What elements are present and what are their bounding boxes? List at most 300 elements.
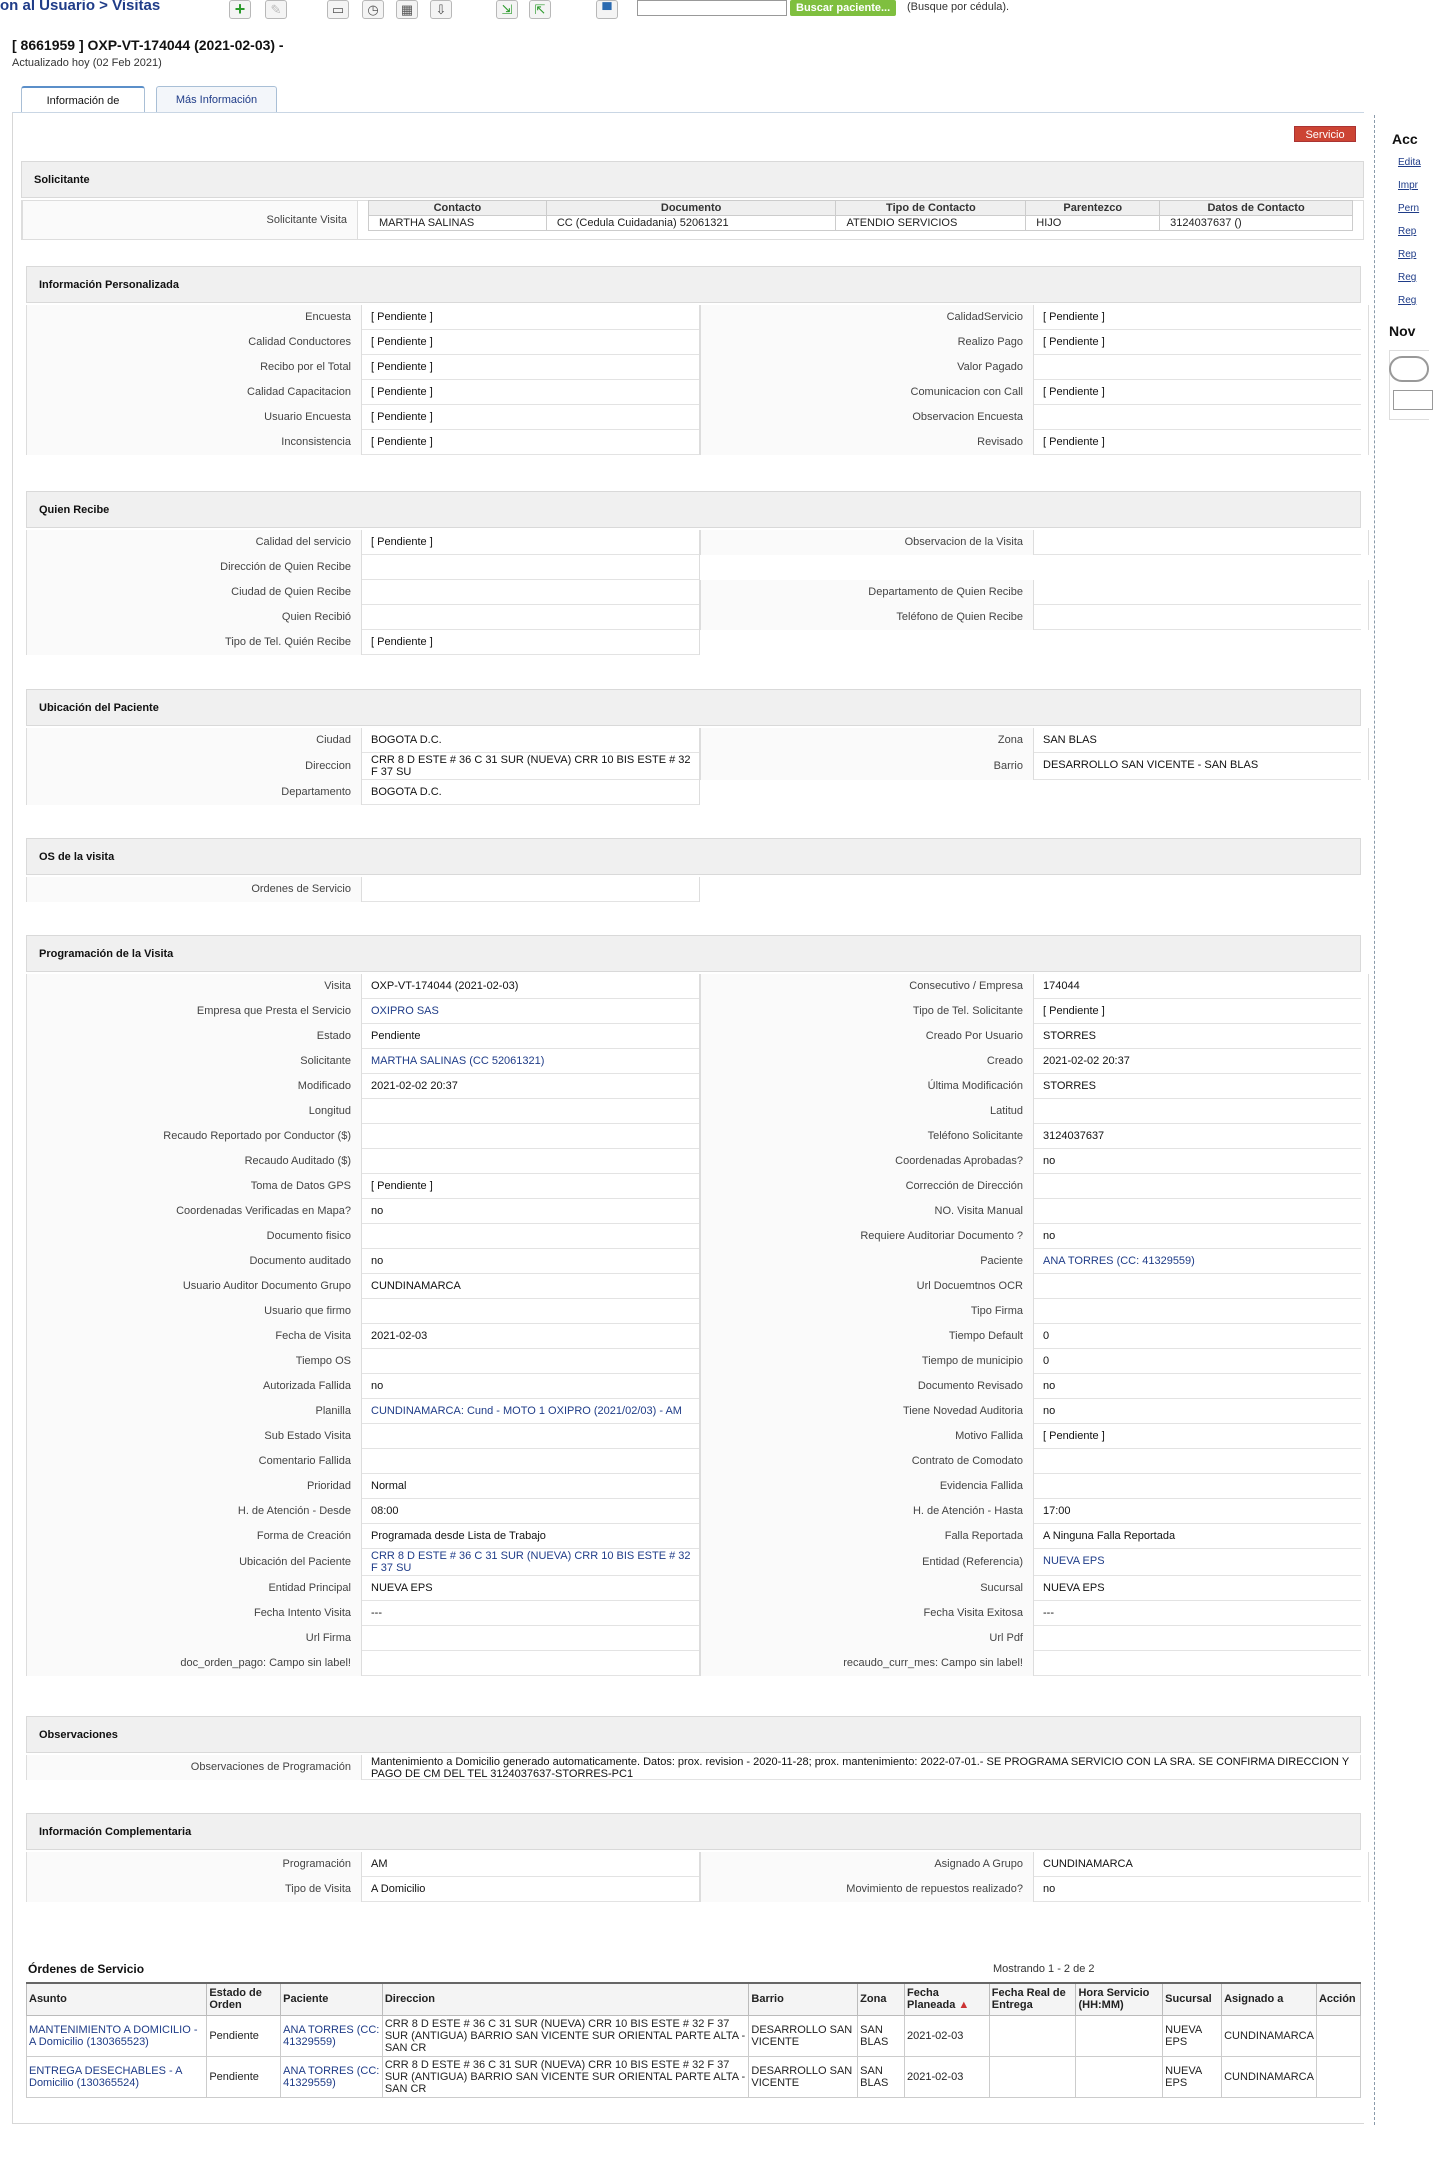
column-header: Documento bbox=[546, 201, 836, 216]
column-header-paciente[interactable]: Paciente bbox=[281, 1983, 383, 2015]
table-row[interactable] bbox=[27, 2056, 1361, 2097]
field-link[interactable]: NUEVA EPS bbox=[1043, 1555, 1105, 1567]
field-label: Solicitante Visita bbox=[22, 201, 358, 239]
sidebar-link-permissions[interactable]: Pern bbox=[1398, 203, 1420, 214]
sidebar-title: Acc bbox=[1392, 131, 1418, 147]
column-header-zona[interactable]: Zona bbox=[858, 1983, 905, 2015]
table-cell bbox=[1076, 2056, 1163, 2097]
field-value: BOGOTA D.C. bbox=[362, 780, 700, 805]
field-label: Tipo de Tel. Solicitante bbox=[700, 999, 1034, 1024]
column-header-fecha-planeada[interactable] bbox=[905, 1983, 990, 2015]
field-label: Barrio bbox=[700, 753, 1034, 780]
field-label: Coordenadas Aprobadas? bbox=[700, 1149, 1034, 1174]
field-value: 2021-02-02 20:37 bbox=[362, 1074, 700, 1099]
section-title: Ubicación del Paciente bbox=[26, 689, 1361, 726]
form-row bbox=[26, 1074, 1361, 1099]
monitor-icon[interactable]: ▀ bbox=[596, 0, 618, 19]
field-value[interactable] bbox=[362, 1049, 700, 1074]
field-label: Documento Revisado bbox=[700, 1374, 1034, 1399]
field-label: Autorizada Fallida bbox=[26, 1374, 362, 1399]
field-value: [ Pendiente ] bbox=[362, 430, 700, 455]
search-input[interactable] bbox=[637, 0, 787, 16]
field-value bbox=[362, 1651, 700, 1676]
table-cell[interactable] bbox=[27, 2015, 207, 2056]
field-value[interactable] bbox=[1034, 1549, 1369, 1576]
form-row bbox=[26, 1174, 1361, 1199]
field-label: Creado bbox=[700, 1049, 1034, 1074]
table-cell: NUEVA EPS bbox=[1163, 2015, 1222, 2056]
field-label: Empresa que Presta el Servicio bbox=[26, 999, 362, 1024]
column-header-sucursal[interactable]: Sucursal bbox=[1163, 1983, 1222, 2015]
field-label: Sucursal bbox=[700, 1576, 1034, 1601]
field-value: [ Pendiente ] bbox=[1034, 999, 1369, 1024]
field-value: Programada desde Lista de Trabajo bbox=[362, 1524, 700, 1549]
section-title: Programación de la Visita bbox=[26, 935, 1361, 972]
field-label: Encuesta bbox=[26, 305, 362, 330]
field-label: CalidadServicio bbox=[700, 305, 1034, 330]
field-value: Mantenimiento a Domicilio generado automaticamente. Datos: prox. revision - 2020-11-28; prox. mantenimiento: 2022-07-01.- SE PROGRAMA SERVICIO CON LA SRA. SE CONFIRMA DIRECCION Y PAGO DE CM DEL TEL 3124037637-STORRES-PC1 bbox=[362, 1755, 1361, 1780]
field-value bbox=[362, 1449, 700, 1474]
table-cell: Pendiente bbox=[207, 2056, 281, 2097]
field-value: no bbox=[1034, 1224, 1369, 1249]
form-row bbox=[26, 1199, 1361, 1224]
field-value: STORRES bbox=[1034, 1024, 1369, 1049]
form-row bbox=[26, 1877, 1361, 1902]
field-label: Ciudad bbox=[26, 728, 362, 753]
field-value: DESARROLLO SAN VICENTE - SAN BLAS bbox=[1034, 753, 1369, 780]
field-value bbox=[1034, 355, 1369, 380]
field-value[interactable] bbox=[362, 1399, 700, 1424]
form-row bbox=[26, 1049, 1361, 1074]
table-cell bbox=[989, 2056, 1076, 2097]
field-label: Usuario que firmo bbox=[26, 1299, 362, 1324]
table-cell bbox=[1316, 2015, 1360, 2056]
field-label: Contrato de Comodato bbox=[700, 1449, 1034, 1474]
column-header: Parentezco bbox=[1026, 201, 1160, 216]
orders-table-body bbox=[27, 2015, 1361, 2097]
field-value bbox=[1034, 1449, 1369, 1474]
status-badge: Servicio bbox=[1294, 126, 1356, 142]
table-cell: CRR 8 D ESTE # 36 C 31 SUR (NUEVA) CRR 10 BIS ESTE # 32 F 37 SUR (ANTIGUA) BARRIO SAN VICENTE SUR ORIENTAL PARTE ALTA - SAN CR bbox=[382, 2015, 749, 2056]
table-row[interactable] bbox=[27, 2015, 1361, 2056]
field-link[interactable]: ANA TORRES (CC: 41329559) bbox=[1043, 1255, 1195, 1267]
table-cell: SAN BLAS bbox=[858, 2015, 905, 2056]
table-cell: MARTHA SALINAS bbox=[369, 216, 547, 231]
tab-informacion[interactable]: Información de bbox=[21, 86, 145, 113]
sidebar-link-report-2[interactable]: Rep bbox=[1398, 249, 1417, 260]
field-value[interactable] bbox=[362, 999, 700, 1024]
field-value: AM bbox=[362, 1852, 700, 1877]
field-value bbox=[362, 1349, 700, 1374]
field-value: CUNDINAMARCA bbox=[1034, 1852, 1369, 1877]
field-value bbox=[1034, 1626, 1369, 1651]
field-label: Departamento de Quien Recibe bbox=[700, 580, 1034, 605]
field-label: Revisado bbox=[700, 430, 1034, 455]
field-value: 3124037637 bbox=[1034, 1124, 1369, 1149]
field-value: 0 bbox=[1034, 1324, 1369, 1349]
solicitante-table bbox=[368, 200, 1353, 231]
form-row bbox=[26, 1399, 1361, 1424]
field-value[interactable] bbox=[1034, 1249, 1369, 1274]
field-label: Recaudo Reportado por Conductor ($) bbox=[26, 1124, 362, 1149]
table-cell: CUNDINAMARCA bbox=[1222, 2015, 1317, 2056]
field-value: [ Pendiente ] bbox=[362, 405, 700, 430]
table-cell: CUNDINAMARCA bbox=[1222, 2056, 1317, 2097]
column-header-asunto[interactable]: Asunto bbox=[27, 1983, 207, 2015]
field-label: Ubicación del Paciente bbox=[26, 1549, 362, 1576]
field-label: Estado bbox=[26, 1024, 362, 1049]
field-label: Forma de Creación bbox=[26, 1524, 362, 1549]
form-row bbox=[26, 580, 1361, 605]
field-value: [ Pendiente ] bbox=[362, 355, 700, 380]
field-value bbox=[362, 1626, 700, 1651]
section-quien-recibe bbox=[26, 491, 1361, 648]
field-label: Coordenadas Verificadas en Mapa? bbox=[26, 1199, 362, 1224]
field-label: Motivo Fallida bbox=[700, 1424, 1034, 1449]
field-value: no bbox=[1034, 1149, 1369, 1174]
last-updated: Actualizado hoy (02 Feb 2021) bbox=[12, 57, 162, 69]
table-cell: 3124037637 () bbox=[1160, 216, 1353, 231]
table-header-row bbox=[27, 1983, 1361, 2015]
field-value bbox=[1034, 405, 1369, 430]
form-row bbox=[26, 330, 1361, 355]
field-value bbox=[362, 1124, 700, 1149]
download-icon[interactable]: ⇩ bbox=[430, 0, 452, 19]
table-cell: CC (Cedula Cuidadania) 52061321 bbox=[546, 216, 836, 231]
field-value: no bbox=[1034, 1399, 1369, 1424]
field-value: no bbox=[1034, 1877, 1369, 1902]
field-value: BOGOTA D.C. bbox=[362, 728, 700, 753]
comment-bubble-icon[interactable] bbox=[1389, 356, 1429, 382]
cell-link[interactable]: ENTREGA DESECHABLES - A Domicilio (130365524) bbox=[29, 2064, 182, 2089]
field-value bbox=[362, 1299, 700, 1324]
field-label: Programación bbox=[26, 1852, 362, 1877]
column-header-estado[interactable]: Estado de Orden bbox=[207, 1983, 281, 2015]
page-title: [ 8661959 ] OXP-VT-174044 (2021-02-03) - bbox=[12, 37, 284, 53]
column-header-fecha-real[interactable]: Fecha Real de Entrega bbox=[989, 1983, 1076, 2015]
field-value: --- bbox=[1034, 1601, 1369, 1626]
field-link[interactable]: CUNDINAMARCA: Cund - MOTO 1 OXIPRO (2021/02/03) - AM bbox=[371, 1405, 682, 1417]
field-value bbox=[362, 1149, 700, 1174]
field-link[interactable]: OXIPRO SAS bbox=[371, 1005, 439, 1017]
field-value bbox=[362, 1424, 700, 1449]
field-value bbox=[1034, 530, 1369, 555]
field-label: Tiempo Default bbox=[700, 1324, 1034, 1349]
form-row bbox=[26, 728, 1361, 753]
column-header-barrio[interactable]: Barrio bbox=[749, 1983, 858, 2015]
field-value: A Domicilio bbox=[362, 1877, 700, 1902]
field-label: Observacion de la Visita bbox=[700, 530, 1034, 555]
section-title: Información Personalizada bbox=[26, 266, 1361, 303]
form-row bbox=[26, 1224, 1361, 1249]
form-row bbox=[26, 1374, 1361, 1399]
field-label: doc_orden_pago: Campo sin label! bbox=[26, 1651, 362, 1676]
field-label: Evidencia Fallida bbox=[700, 1474, 1034, 1499]
field-label: Modificado bbox=[26, 1074, 362, 1099]
field-label: Documento auditado bbox=[26, 1249, 362, 1274]
field-value bbox=[1034, 1174, 1369, 1199]
field-value[interactable] bbox=[362, 1549, 700, 1576]
form-row bbox=[26, 877, 700, 902]
form-row bbox=[26, 1626, 1361, 1651]
edit-icon[interactable]: ✎ bbox=[265, 0, 287, 19]
field-value: [ Pendiente ] bbox=[1034, 430, 1369, 455]
calculator-icon[interactable]: ▦ bbox=[396, 0, 418, 19]
field-value: A Ninguna Falla Reportada bbox=[1034, 1524, 1369, 1549]
field-label: Prioridad bbox=[26, 1474, 362, 1499]
field-label: Consecutivo / Empresa bbox=[700, 974, 1034, 999]
field-value: [ Pendiente ] bbox=[362, 330, 700, 355]
form-row bbox=[26, 780, 700, 805]
field-label: Observaciones de Programación bbox=[26, 1755, 362, 1780]
field-value: [ Pendiente ] bbox=[1034, 330, 1369, 355]
field-label: Usuario Encuesta bbox=[26, 405, 362, 430]
field-value: [ Pendiente ] bbox=[362, 305, 700, 330]
cell-link[interactable]: ANA TORRES (CC: 41329559) bbox=[283, 2064, 380, 2089]
form-row bbox=[26, 380, 1361, 405]
form-row bbox=[26, 1474, 1361, 1499]
column-header: Tipo de Contacto bbox=[836, 201, 1026, 216]
sidebar-link-print[interactable]: Impr bbox=[1398, 180, 1418, 191]
field-label: Fecha Visita Exitosa bbox=[700, 1601, 1034, 1626]
field-label: Fecha Intento Visita bbox=[26, 1601, 362, 1626]
table-cell: CRR 8 D ESTE # 36 C 31 SUR (NUEVA) CRR 10 BIS ESTE # 32 F 37 SUR (ANTIGUA) BARRIO SAN VICENTE SUR ORIENTAL PARTE ALTA - SAN CR bbox=[382, 2056, 749, 2097]
form-row bbox=[26, 1324, 1361, 1349]
table-cell: 2021-02-03 bbox=[905, 2015, 990, 2056]
field-label: Movimiento de repuestos realizado? bbox=[700, 1877, 1034, 1902]
form-row bbox=[26, 974, 1361, 999]
search-hint: (Busque por cédula). bbox=[907, 1, 1010, 13]
field-label: Solicitante bbox=[26, 1049, 362, 1074]
section-title: Quien Recibe bbox=[26, 491, 1361, 528]
column-header-asignado[interactable]: Asignado a bbox=[1222, 1983, 1317, 2015]
field-value bbox=[362, 1224, 700, 1249]
orders-title: Órdenes de Servicio bbox=[28, 1962, 145, 1976]
form-row bbox=[26, 1524, 1361, 1549]
field-value bbox=[1034, 605, 1369, 630]
field-label: Tiene Novedad Auditoria bbox=[700, 1399, 1034, 1424]
field-label: Url Pdf bbox=[700, 1626, 1034, 1651]
field-label: Direccion bbox=[26, 753, 362, 780]
field-value: Pendiente bbox=[362, 1024, 700, 1049]
field-value bbox=[1034, 1274, 1369, 1299]
sidebar-link-report-1[interactable]: Rep bbox=[1398, 226, 1417, 237]
field-label: Valor Pagado bbox=[700, 355, 1034, 380]
form-row bbox=[26, 430, 1361, 455]
table-header-row bbox=[369, 201, 1353, 216]
table-cell: DESARROLLO SAN VICENTE bbox=[749, 2056, 858, 2097]
field-value bbox=[1034, 1099, 1369, 1124]
field-label: Comunicacion con Call bbox=[700, 380, 1034, 405]
field-value: [ Pendiente ] bbox=[362, 530, 700, 555]
field-label: Dirección de Quien Recibe bbox=[26, 555, 362, 580]
panel-divider bbox=[1374, 115, 1375, 2125]
field-label: Url Docuemtnos OCR bbox=[700, 1274, 1034, 1299]
cell-link[interactable]: ANA TORRES (CC: 41329559) bbox=[283, 2023, 380, 2048]
field-value: NUEVA EPS bbox=[1034, 1576, 1369, 1601]
form-row bbox=[26, 1576, 1361, 1601]
field-label: Asignado A Grupo bbox=[700, 1852, 1034, 1877]
form-row bbox=[26, 1601, 1361, 1626]
column-header-direccion[interactable]: Direccion bbox=[382, 1983, 749, 2015]
form-row bbox=[26, 1349, 1361, 1374]
field-value bbox=[362, 1099, 700, 1124]
field-label: Realizo Pago bbox=[700, 330, 1034, 355]
field-label: Visita bbox=[26, 974, 362, 999]
orders-table bbox=[26, 1982, 1361, 2098]
field-label: Entidad (Referencia) bbox=[700, 1549, 1034, 1576]
form-row bbox=[26, 630, 700, 655]
field-label: Corrección de Dirección bbox=[700, 1174, 1034, 1199]
field-label: Documento fisico bbox=[26, 1224, 362, 1249]
field-value bbox=[362, 605, 700, 630]
field-label: Teléfono de Quien Recibe bbox=[700, 605, 1034, 630]
field-value bbox=[1034, 1299, 1369, 1324]
field-value: --- bbox=[362, 1601, 700, 1626]
field-label: Tiempo de municipio bbox=[700, 1349, 1034, 1374]
field-label: Recibo por el Total bbox=[26, 355, 362, 380]
field-value bbox=[362, 555, 700, 580]
form-row bbox=[26, 1149, 1361, 1174]
field-value bbox=[1034, 580, 1369, 605]
field-label: Calidad Conductores bbox=[26, 330, 362, 355]
field-value: SAN BLAS bbox=[1034, 728, 1369, 753]
field-value: no bbox=[362, 1199, 700, 1224]
field-value: [ Pendiente ] bbox=[1034, 305, 1369, 330]
field-label: Tipo de Tel. Quién Recibe bbox=[26, 630, 362, 655]
field-value bbox=[362, 580, 700, 605]
field-label: Última Modificación bbox=[700, 1074, 1034, 1099]
export-icon[interactable]: ⇱ bbox=[529, 0, 551, 19]
field-link[interactable]: MARTHA SALINAS (CC 52061321) bbox=[371, 1055, 545, 1067]
field-value: CRR 8 D ESTE # 36 C 31 SUR (NUEVA) CRR 10 BIS ESTE # 32 F 37 SU bbox=[362, 753, 700, 780]
field-label: Sub Estado Visita bbox=[26, 1424, 362, 1449]
column-header-accion: Acción bbox=[1316, 1983, 1360, 2015]
field-link[interactable]: CRR 8 D ESTE # 36 C 31 SUR (NUEVA) CRR 10 BIS ESTE # 32 F 37 SU bbox=[371, 1550, 691, 1574]
section-title: Solicitante bbox=[21, 161, 1364, 198]
field-label: Toma de Datos GPS bbox=[26, 1174, 362, 1199]
field-label: Creado Por Usuario bbox=[700, 1024, 1034, 1049]
orders-count: Mostrando 1 - 2 de 2 bbox=[993, 1963, 1095, 1975]
form-row bbox=[26, 1099, 1361, 1124]
table-cell: ATENDIO SERVICIOS bbox=[836, 216, 1026, 231]
column-header-label: Fecha Planeada bbox=[907, 1987, 956, 2012]
field-value: 08:00 bbox=[362, 1499, 700, 1524]
field-value: OXP-VT-174044 (2021-02-03) bbox=[362, 974, 700, 999]
field-label: Falla Reportada bbox=[700, 1524, 1034, 1549]
table-cell[interactable] bbox=[281, 2015, 383, 2056]
field-label: Quien Recibió bbox=[26, 605, 362, 630]
field-label: Tipo Firma bbox=[700, 1299, 1034, 1324]
field-value: 17:00 bbox=[1034, 1499, 1369, 1524]
form-row bbox=[26, 1852, 1361, 1877]
section-ubicacion bbox=[26, 689, 1361, 798]
field-label: Calidad del servicio bbox=[26, 530, 362, 555]
form-row bbox=[26, 999, 1361, 1024]
section-programacion bbox=[26, 935, 1361, 1669]
table-cell bbox=[1076, 2015, 1163, 2056]
field-value: 174044 bbox=[1034, 974, 1369, 999]
field-value: no bbox=[1034, 1374, 1369, 1399]
field-label: Longitud bbox=[26, 1099, 362, 1124]
sidebar-link-register-2[interactable]: Reg bbox=[1398, 295, 1417, 306]
table-cell bbox=[989, 2015, 1076, 2056]
breadcrumb[interactable]: on al Usuario > Visitas bbox=[0, 0, 161, 14]
search-patient-button[interactable]: Buscar paciente... bbox=[790, 0, 896, 16]
column-header-hora-servicio[interactable]: Hora Servicio (HH:MM) bbox=[1076, 1983, 1163, 2015]
section-title: Observaciones bbox=[26, 1716, 1361, 1753]
field-label: Planilla bbox=[26, 1399, 362, 1424]
table-cell: NUEVA EPS bbox=[1163, 2056, 1222, 2097]
import-icon[interactable]: ⇲ bbox=[496, 0, 518, 19]
form-row bbox=[26, 1424, 1361, 1449]
form-row bbox=[26, 530, 1361, 555]
field-label: Calidad Capacitacion bbox=[26, 380, 362, 405]
field-value bbox=[1034, 1651, 1369, 1676]
table-cell: Pendiente bbox=[207, 2015, 281, 2056]
field-value: [ Pendiente ] bbox=[362, 1174, 700, 1199]
form-row bbox=[26, 1499, 1361, 1524]
form-row bbox=[26, 753, 1361, 780]
field-value: 2021-02-03 bbox=[362, 1324, 700, 1349]
section-os-visita bbox=[26, 838, 1361, 895]
field-label: Fecha de Visita bbox=[26, 1324, 362, 1349]
top-toolbar bbox=[0, 0, 1418, 22]
field-value: NUEVA EPS bbox=[362, 1576, 700, 1601]
field-label: Paciente bbox=[700, 1249, 1034, 1274]
field-label: Usuario Auditor Documento Grupo bbox=[26, 1274, 362, 1299]
section-complementaria bbox=[26, 1813, 1361, 1895]
sidebar-link-edit[interactable]: Edita bbox=[1398, 157, 1421, 168]
field-value: [ Pendiente ] bbox=[1034, 1424, 1369, 1449]
field-value: STORRES bbox=[1034, 1074, 1369, 1099]
tab-mas-informacion[interactable]: Más Información bbox=[156, 86, 277, 112]
field-value: no bbox=[362, 1249, 700, 1274]
form-row bbox=[26, 555, 700, 580]
clock-icon[interactable]: ◷ bbox=[362, 0, 384, 19]
section-personalizada bbox=[26, 266, 1361, 448]
section-title: OS de la visita bbox=[26, 838, 1361, 875]
table-cell: HIJO bbox=[1026, 216, 1160, 231]
field-label: Recaudo Auditado ($) bbox=[26, 1149, 362, 1174]
field-value: 0 bbox=[1034, 1349, 1369, 1374]
field-label: Ciudad de Quien Recibe bbox=[26, 580, 362, 605]
add-icon[interactable]: + bbox=[229, 0, 251, 19]
form-row bbox=[26, 1274, 1361, 1299]
field-label: Entidad Principal bbox=[26, 1576, 362, 1601]
field-label: Tipo de Visita bbox=[26, 1877, 362, 1902]
cell-link[interactable]: MANTENIMIENTO A DOMICILIO - A Domicilio (130365523) bbox=[29, 2023, 198, 2048]
table-cell[interactable] bbox=[27, 2056, 207, 2097]
section-observaciones bbox=[26, 1716, 1361, 1780]
field-value: 2021-02-02 20:37 bbox=[1034, 1049, 1369, 1074]
field-label: Tiempo OS bbox=[26, 1349, 362, 1374]
table-cell[interactable] bbox=[281, 2056, 383, 2097]
field-value: Normal bbox=[362, 1474, 700, 1499]
field-label: Latitud bbox=[700, 1099, 1034, 1124]
field-value bbox=[1034, 1199, 1369, 1224]
sidebar-link-register-1[interactable]: Reg bbox=[1398, 272, 1417, 283]
field-label: Observacion Encuesta bbox=[700, 405, 1034, 430]
document-icon[interactable]: ▭ bbox=[327, 0, 349, 19]
table-cell: 2021-02-03 bbox=[905, 2056, 990, 2097]
novedades-input[interactable] bbox=[1393, 390, 1433, 410]
form-row bbox=[26, 1024, 1361, 1049]
table-row bbox=[369, 216, 1353, 231]
form-row bbox=[26, 355, 1361, 380]
field-value bbox=[1034, 1474, 1369, 1499]
form-row bbox=[26, 1651, 1361, 1676]
